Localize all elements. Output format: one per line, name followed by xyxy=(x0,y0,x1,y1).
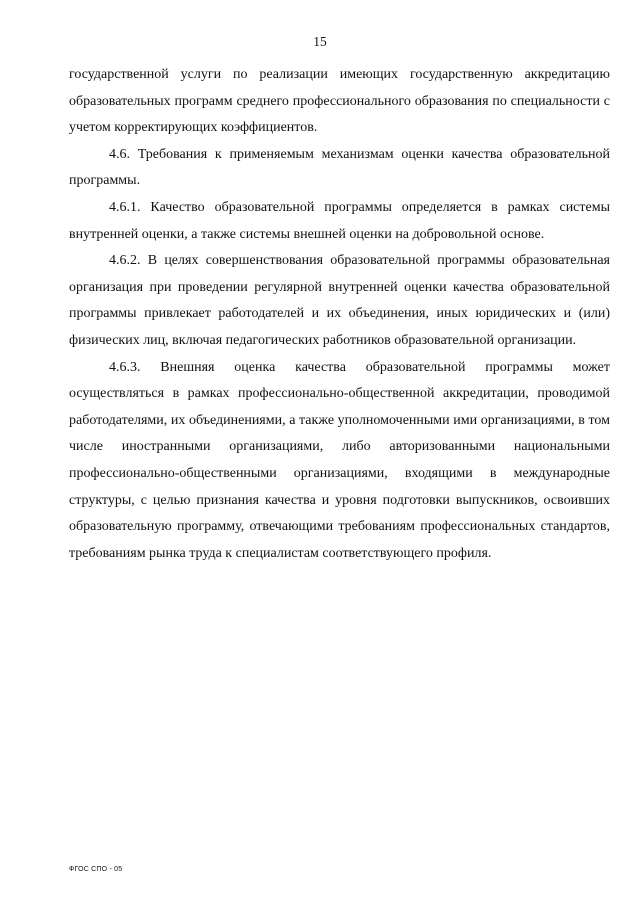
document-body xyxy=(69,62,610,567)
paragraph-4-6-3: 4.6.3. Внешняя оценка качества образовательной программы может осуществляться в рамках профессионально-общественной аккредитации, проводимой работодателями, их объединениями, а также уполномоченными ими организациями, в том числе иностранными организациями, либо авторизованными национальными профессионально-общественными организациями, входящими в международные структуры, с целью признания качества и уровня подготовки выпускников, освоивших образовательную программу, отвечающими требованиям профессиональных стандартов, требованиям рынка труда к специалистам соответствующего профиля. xyxy=(69,359,610,561)
paragraph-4-6: 4.6. Требования к применяемым механизмам оценки качества образовательной программы. xyxy=(69,146,610,189)
paragraph-4-6-1: 4.6.1. Качество образовательной программы определяется в рамках системы внутренней оценки, а также системы внешней оценки на добровольной основе. xyxy=(69,199,610,242)
paragraph-continuation: государственной услуги по реализации имеющих государственную аккредитацию образовательных программ среднего профессионального образования по специальности с учетом корректирующих коэффициентов. xyxy=(69,67,610,136)
paragraph-4-6-2: 4.6.2. В целях совершенствования образовательной программы образовательная организация при проведении регулярной внутренней оценки качества образовательной программы привлекает работодателей и их объединения, иных юридических и (или) физических лиц, включая педагогических работников образовательной организации. xyxy=(69,253,610,348)
page-number: 15 xyxy=(313,34,327,49)
footer-label: ФГОС СПО - 05 xyxy=(69,866,123,873)
